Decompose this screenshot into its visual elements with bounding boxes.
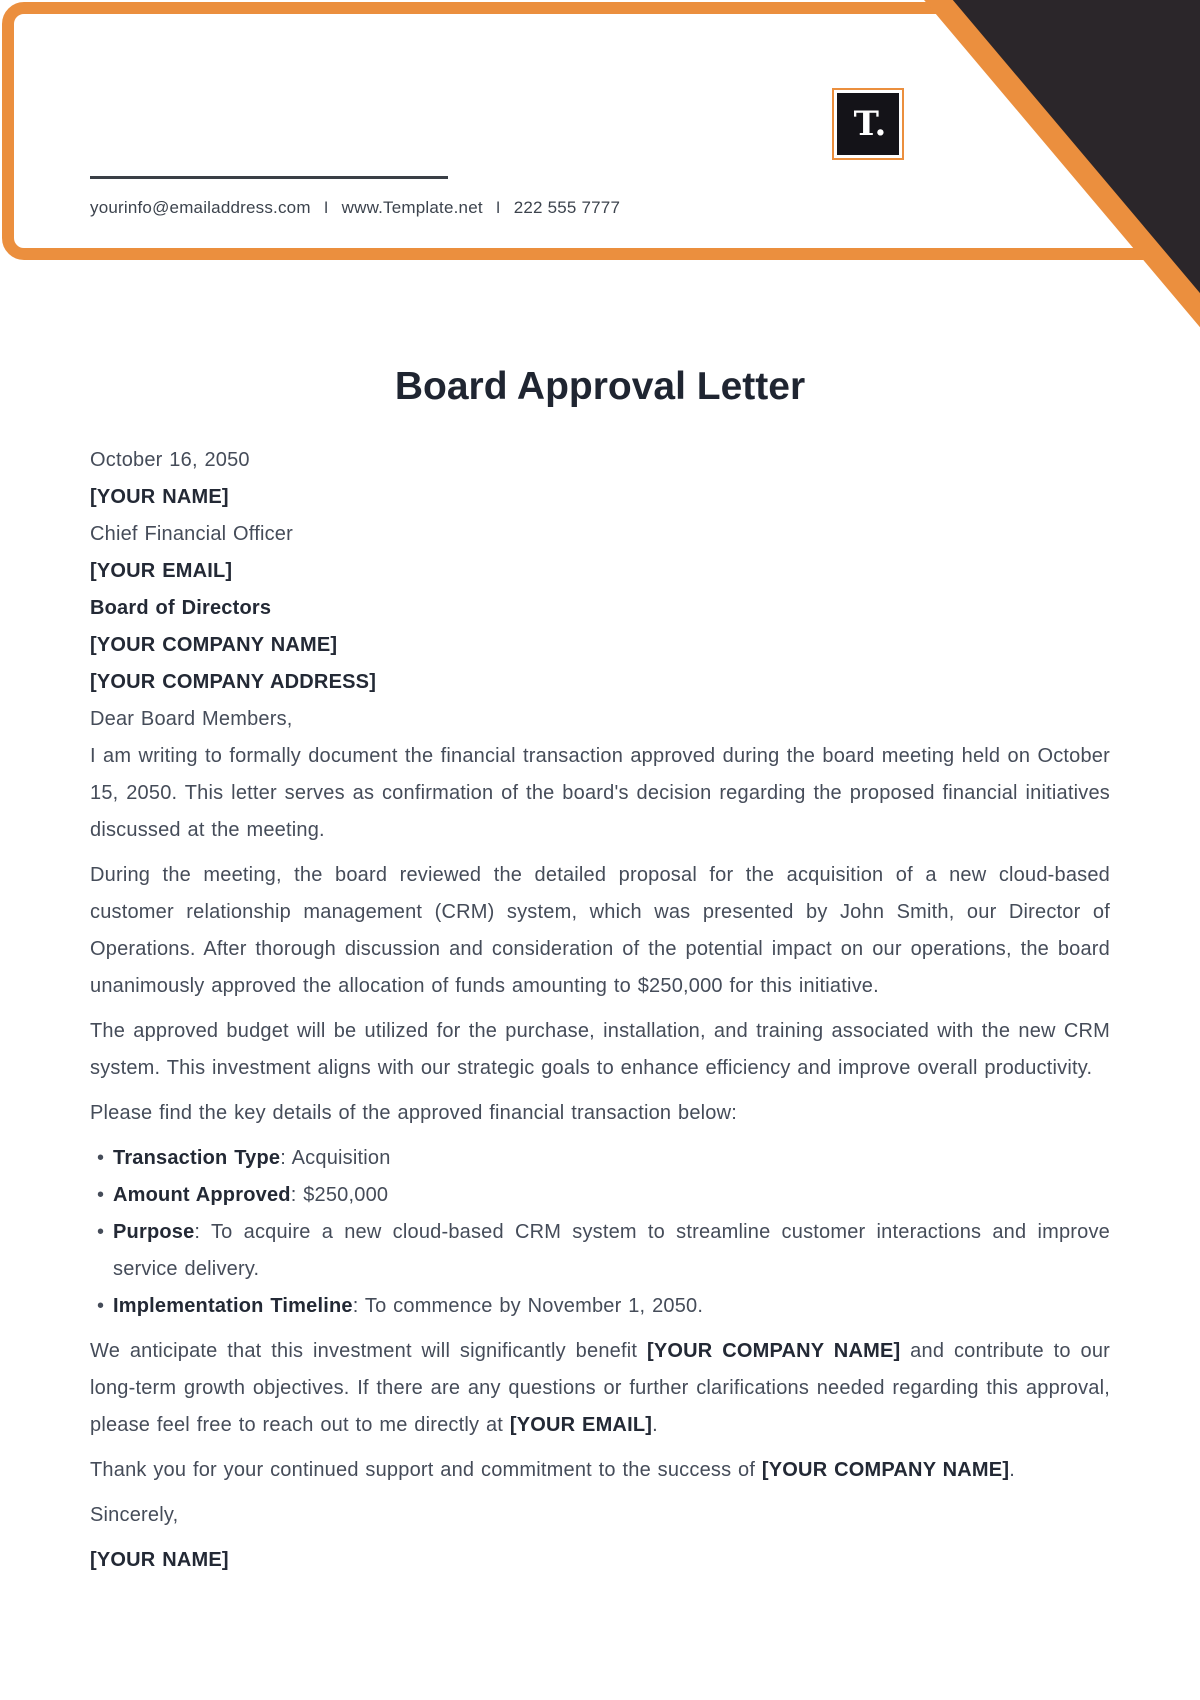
letterhead [0, 0, 1200, 332]
list-item: • Purpose: To acquire a new cloud-based CRM system to streamline customer interactions and improve service delivery. [113, 1214, 1110, 1288]
letter-meta [90, 442, 1110, 738]
list-item: • Implementation Timeline: To commence by November 1, 2050. [113, 1288, 1110, 1325]
bullet-label: Transaction Type [113, 1147, 281, 1169]
brand-logo-tile [837, 93, 899, 155]
contact-website: www.Template.net [341, 198, 483, 217]
meta-line: Dear Board Members, [90, 708, 293, 730]
contact-email: yourinfo@emailaddress.com [90, 198, 311, 217]
letter-content [90, 364, 1110, 1587]
meta-line: Chief Financial Officer [90, 523, 293, 545]
contact-phone: 222 555 7777 [513, 198, 621, 217]
paragraph [90, 1452, 1110, 1489]
paragraph [90, 1542, 1110, 1579]
brand-logo-letter: T. [853, 104, 887, 144]
paragraph-text: During the meeting, the board reviewed the detailed proposal for the acquisition of a new cloud-based customer relationship management (CRM) system, which was presented by John Smith, our Director of Operations. After thorough discussion and consideration of the potential impact on our operations, the board unanimously approved the allocation of funds amounting to $250,000 for this initiative. [90, 864, 1110, 997]
letter-title: Board Approval Letter [394, 365, 806, 408]
brand-logo [832, 88, 904, 160]
placeholder-text: [YOUR COMPANY NAME] [646, 1340, 901, 1362]
header-decoration [0, 0, 1200, 332]
bullet-label: Amount Approved [113, 1184, 291, 1206]
paragraph-text: and contribute to our long-term growth objectives. If there are any questions or further clarifications needed regarding this approval, please feel free to reach out to me directly at [90, 1340, 1110, 1436]
meta-line: [YOUR COMPANY NAME] [90, 634, 338, 656]
header-rule [90, 176, 448, 179]
contact-separator: I [323, 198, 329, 217]
paragraph [90, 857, 1110, 1005]
paragraph-text: Thank you for your continued support and commitment to the success of [90, 1459, 762, 1481]
list-item: • Transaction Type: Acquisition [113, 1140, 1110, 1177]
meta-line: October 16, 2050 [90, 449, 250, 471]
paragraph-text: . [1009, 1459, 1015, 1481]
contact-line [90, 198, 620, 218]
placeholder-text: [YOUR NAME] [90, 1549, 229, 1571]
placeholder-text: [YOUR EMAIL] [509, 1414, 653, 1436]
bullet-label: Implementation Timeline [113, 1295, 353, 1317]
paragraph [90, 1333, 1110, 1444]
meta-line: Board of Directors [90, 597, 272, 619]
bullet-label: Purpose [113, 1221, 195, 1243]
paragraph [90, 738, 1110, 849]
letter-body [90, 738, 1110, 1579]
list-item: • Amount Approved: $250,000 [113, 1177, 1110, 1214]
paragraph-text: The approved budget will be utilized for the purchase, installation, and training associated with the new CRM system. This investment aligns with our strategic goals to enhance efficiency and improve overall productivity. [90, 1020, 1110, 1079]
meta-line: [YOUR NAME] [90, 486, 229, 508]
paragraph-text: Sincerely, [90, 1504, 179, 1526]
paragraph-text: We anticipate that this investment will significantly benefit [90, 1340, 647, 1362]
paragraph-text: I am writing to formally document the financial transaction approved during the board meeting held on October 15, 2050. This letter serves as confirmation of the board's decision regarding the proposed financial initiatives discussed at the meeting. [90, 745, 1110, 841]
meta-line: [YOUR COMPANY ADDRESS] [90, 671, 377, 693]
paragraph [90, 1095, 1110, 1132]
paragraph [90, 1013, 1110, 1087]
key-details-list [90, 1140, 1110, 1325]
paragraph-text: Please find the key details of the approved financial transaction below: [90, 1102, 738, 1124]
placeholder-text: [YOUR COMPANY NAME] [761, 1459, 1010, 1481]
contact-separator: I [495, 198, 501, 217]
paragraph [90, 1497, 1110, 1534]
meta-line: [YOUR EMAIL] [90, 560, 233, 582]
paragraph-text: . [652, 1414, 658, 1436]
